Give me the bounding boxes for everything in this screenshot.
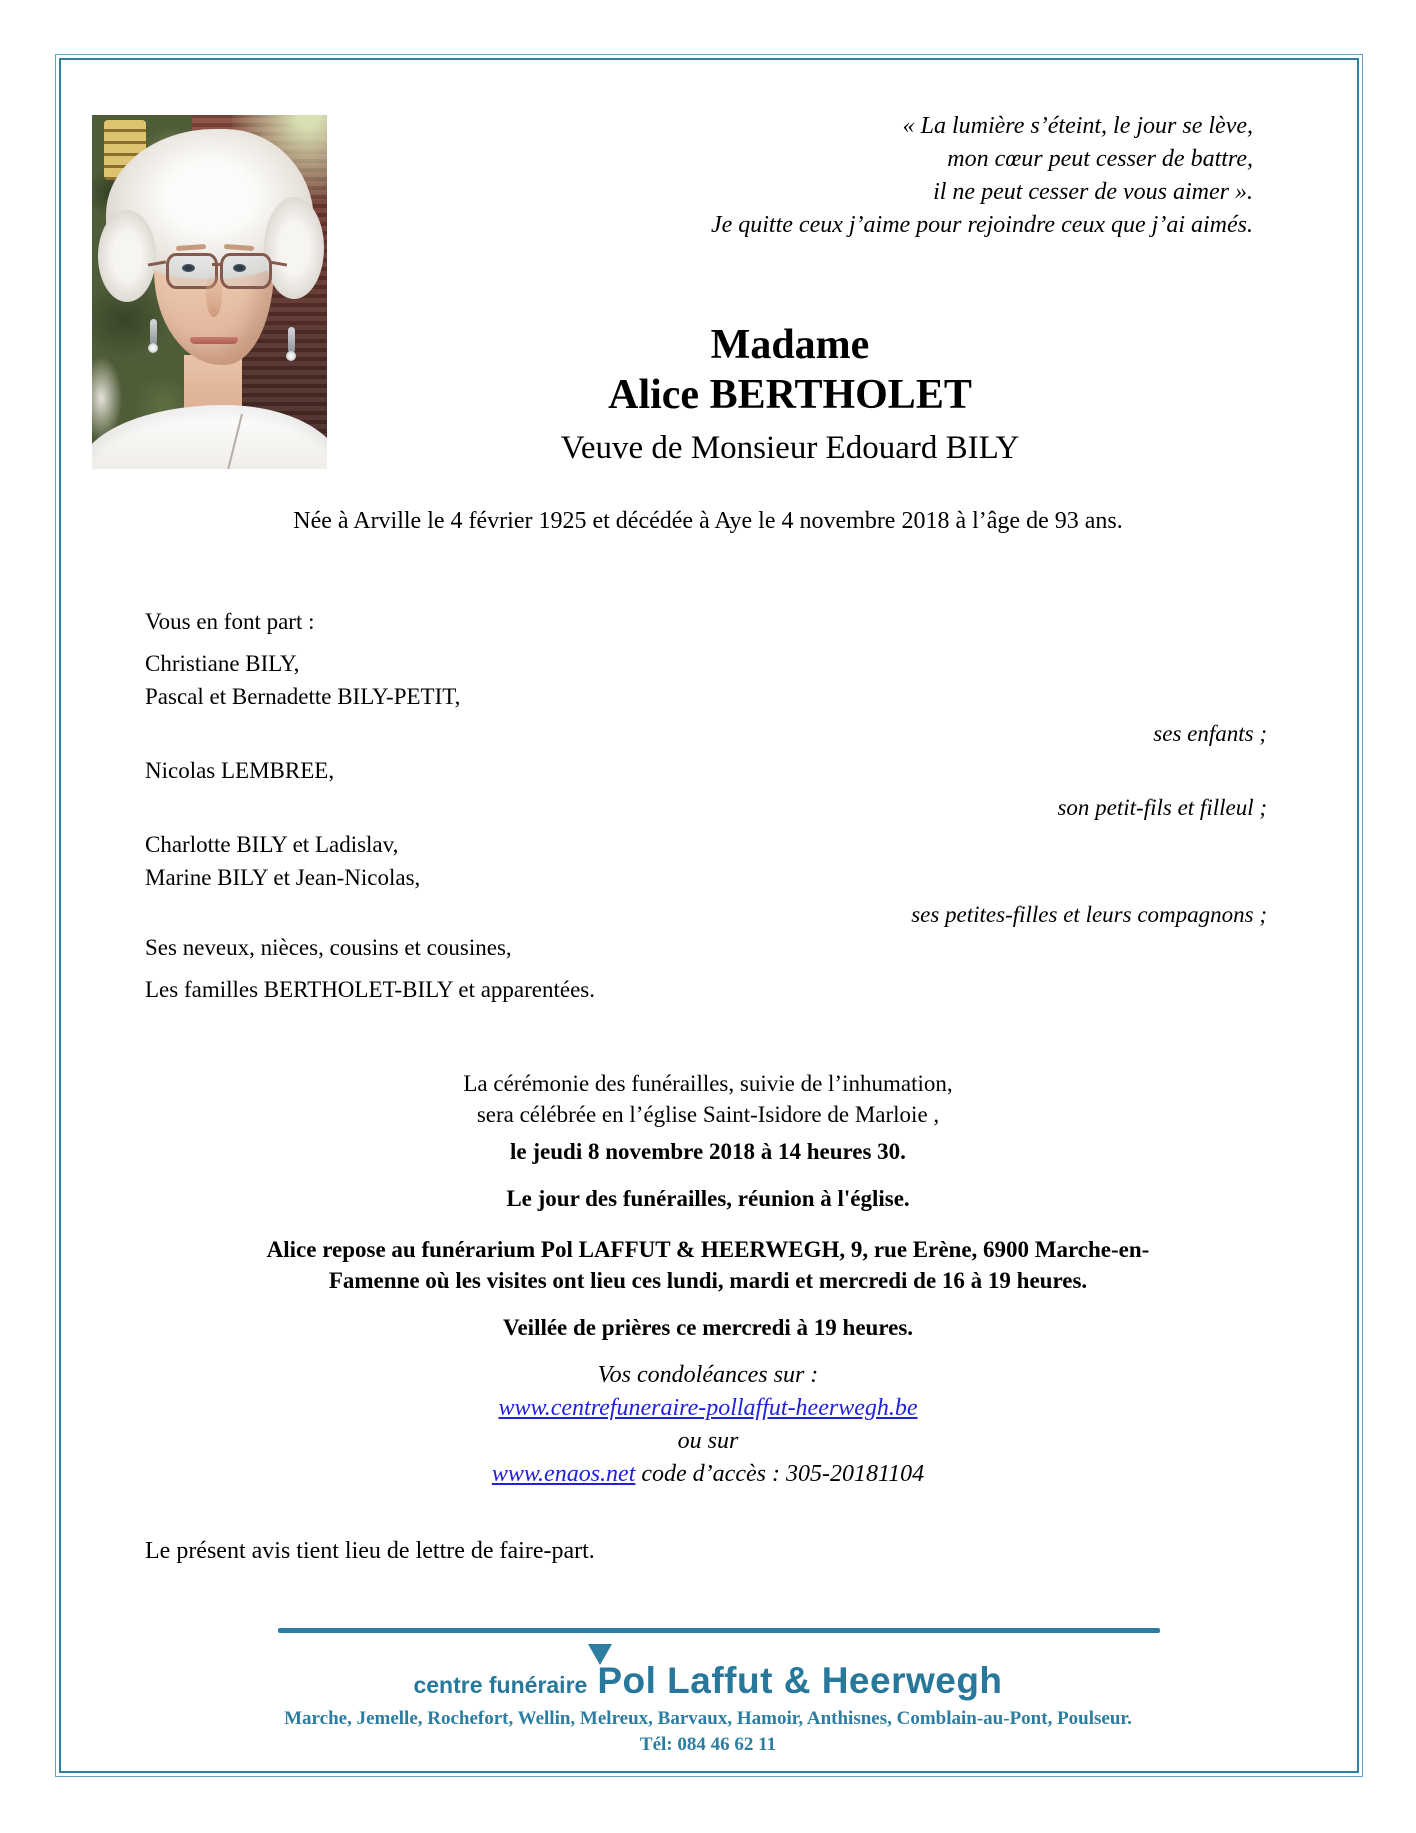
announcement-intro: Vous en font part : bbox=[145, 609, 315, 634]
brand-name: Pol Laffut & Heerwegh bbox=[597, 1660, 1003, 1701]
family-member: Nicolas LEMBREE, bbox=[145, 758, 335, 783]
ceremony-date: le jeudi 8 novembre 2018 à 14 heures 30. bbox=[510, 1139, 906, 1164]
ceremony-line: sera célébrée en l’église Saint-Isidore de Marloie , bbox=[476, 1102, 940, 1127]
repose-line: Famenne où les visites ont lieu ces lundi, mardi et mercredi de 16 à 19 heures. bbox=[328, 1268, 1088, 1293]
reunion-line: Le jour des funérailles, réunion à l'église. bbox=[506, 1186, 910, 1211]
photo-earring-drop-left bbox=[148, 343, 158, 353]
family-member: Pascal et Bernadette BILY-PETIT, bbox=[145, 684, 461, 709]
footer-divider-rule bbox=[278, 1628, 1160, 1633]
photo-hair-right bbox=[264, 197, 324, 299]
family-member: Charlotte BILY et Ladislav, bbox=[145, 832, 399, 857]
repose-line: Alice repose au funérarium Pol LAFFUT & HEERWEGH, 9, rue Erène, 6900 Marche-en- bbox=[266, 1237, 1150, 1262]
quote-line: « La lumière s’éteint, le jour se lève, bbox=[902, 113, 1253, 139]
photo-glasses-bridge bbox=[212, 263, 222, 266]
enaos-link[interactable]: www.enaos.net bbox=[491, 1461, 636, 1487]
deceased-name: Alice BERTHOLET bbox=[608, 372, 972, 418]
or-text: ou sur bbox=[677, 1428, 739, 1454]
photo-eye-right bbox=[233, 264, 246, 272]
memorial-quote bbox=[711, 110, 1253, 242]
birth-death-line: Née à Arville le 4 février 1925 et décédée à Aye le 4 novembre 2018 à l’âge de 93 ans. bbox=[293, 508, 1123, 534]
widow-subtitle: Veuve de Monsieur Edouard BILY bbox=[560, 430, 1020, 466]
condolences-intro: Vos condoléances sur : bbox=[597, 1362, 819, 1388]
family-member: Les familles BERTHOLET-BILY et apparentées. bbox=[145, 977, 596, 1002]
faire-part-notice: Le présent avis tient lieu de lettre de faire-part. bbox=[145, 1538, 595, 1564]
condolences-link-row bbox=[120, 1392, 1296, 1425]
veillee-line: Veillée de prières ce mercredi à 19 heures. bbox=[502, 1315, 914, 1340]
photo-nose bbox=[206, 273, 222, 317]
access-code: code d’accès : 305-20181104 bbox=[641, 1461, 925, 1487]
funeral-home-brand bbox=[57, 1660, 1359, 1702]
brand-prefix: centre funéraire bbox=[413, 1672, 588, 1698]
quote-line: il ne peut cesser de vous aimer ». bbox=[933, 179, 1253, 205]
family-member: Christiane BILY, bbox=[145, 651, 300, 676]
portrait-photo bbox=[92, 115, 327, 469]
relation-label: ses enfants ; bbox=[1153, 721, 1267, 746]
relation-label: ses petites-filles et leurs compagnons ; bbox=[911, 902, 1267, 927]
photo-mouth bbox=[190, 337, 238, 344]
quote-line: mon cœur peut cesser de battre, bbox=[947, 146, 1253, 172]
photo-hair-left bbox=[98, 210, 156, 302]
photo-glasses-lens-right bbox=[220, 253, 272, 289]
photo-earring-right bbox=[288, 327, 295, 353]
family-member: Ses neveux, nièces, cousins et cousines, bbox=[145, 935, 512, 960]
family-member: Marine BILY et Jean-Nicolas, bbox=[145, 865, 421, 890]
deceased-title-block bbox=[327, 320, 1253, 472]
footer-locations: Marche, Jemelle, Rochefort, Wellin, Melreux, Barvaux, Hamoir, Anthisnes, Comblain-au-Pont, Poulseur. bbox=[284, 1708, 1132, 1729]
photo-earring-drop-right bbox=[286, 351, 296, 361]
family-announcement bbox=[145, 605, 1267, 1006]
condolences-link[interactable]: www.centrefuneraire-pollaffut-heerwegh.be bbox=[498, 1395, 918, 1421]
quote-line: Je quitte ceux j’aime pour rejoindre ceux que j’ai aimés. bbox=[710, 212, 1253, 238]
ceremony-line: La cérémonie des funérailles, suivie de l’inhumation, bbox=[463, 1071, 953, 1096]
footer-phone: Tél: 084 46 62 11 bbox=[639, 1734, 777, 1755]
photo-eye-left bbox=[182, 264, 195, 272]
ceremony-block bbox=[120, 1068, 1296, 1491]
photo-earring-left bbox=[150, 319, 157, 345]
salutation: Madame bbox=[710, 322, 870, 368]
relation-label: son petit-fils et filleul ; bbox=[1057, 795, 1267, 820]
enaos-row bbox=[120, 1458, 1296, 1491]
